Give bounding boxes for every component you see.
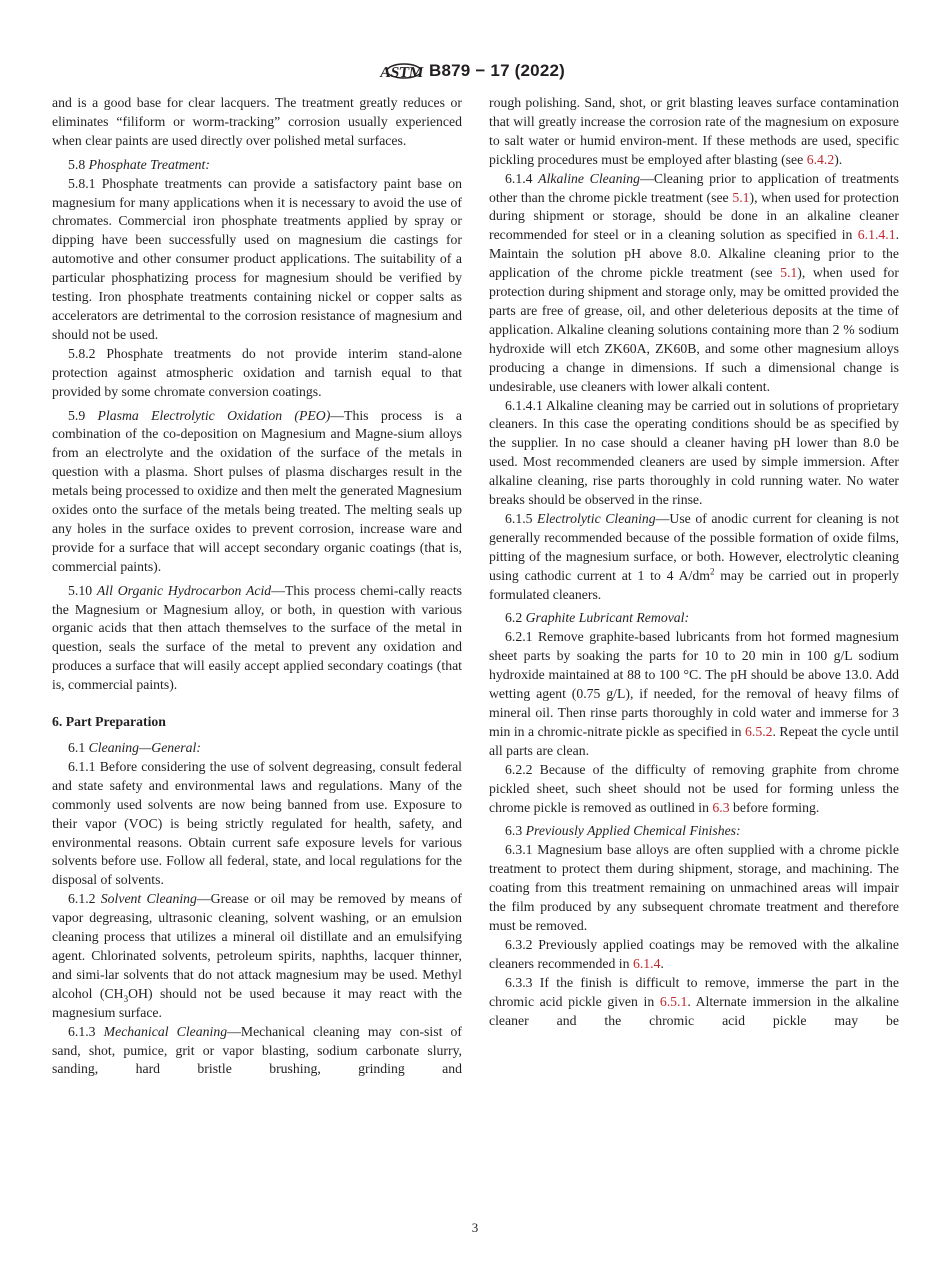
text-run: 6.3.3 If the finish is difficult to remove, immerse the part in the chromic acid pickle given in: [489, 974, 899, 1009]
cross-reference-link[interactable]: 5.1: [732, 189, 750, 205]
text-run: 6.3.1 Magnesium base alloys are often supplied with a chrome pickle treatment to protect them during shipment, storage, and machining. The coating from this treatment remaining on unmachined areas will impair the film produced by any subsequent chromate treatment and therefore must be removed.: [489, 842, 899, 933]
text-run: and is a good base for clear lacquers. The treatment greatly reduces or eliminates “filiform or worm-tracking” corrosion usually experienced when clear paints are used directly over polished metal surfaces.: [52, 95, 462, 148]
text-run: 5.8.1 Phosphate treatments can provide a satisfactory paint base on magnesium for many applications when it is necessary to avoid the use of chromates. Commercial iron phosphate treatments applied by spray or dipping have been successfully used on magnesium die castings for automotive and other consumer product applications. The suitability of a particular phosphatizing process for magnesium should be verified by testing. Iron phosphate treatments containing nickel or copper salts as accelerators are detrimental to the corrosion resistance of magnesium and should not be used.: [52, 175, 462, 342]
italic-term: Alkaline Cleaning: [538, 170, 641, 186]
cross-reference-link[interactable]: 6.5.1: [659, 993, 688, 1009]
paragraph: [52, 890, 462, 1022]
text-run: . Repeat the cycle until all parts are clean.: [489, 723, 899, 758]
text-run: 6.1.4.1 Alkaline cleaning may be carried out in solutions of proprietary cleaners. In this case the operating conditions should be as specified by the supplier. In no case should a cleaner having pH lower than 8.0 be used. Most recommended cleaners are used by simple immersion. After alkaline cleaning, rise parts thoroughly in cold running water. No water breaks should be observed in the rinse.: [489, 397, 899, 508]
paragraph: [489, 94, 899, 170]
paragraph: [489, 510, 899, 605]
italic-term: Cleaning—General:: [88, 740, 201, 755]
italic-term: Electrolytic Cleaning: [537, 510, 656, 526]
text-run: 6.2.1 Remove graphite-based lubricants from hot formed magnesium sheet parts by soaking the parts for 10 to 20 min in 100 g/L sodium hydroxide maintained at 88 to 100 °C. The pH should be above 13.0. Add wetting agent (0.75 g/L), if needed, for the removal of heavy films of mineral oil. Then rinse parts thoroughly in cold water and immerse for 3 min in a chromic-nitrate pickle as specified in: [489, 629, 899, 739]
text-run: ).: [834, 151, 843, 167]
text-run: 6. Part Preparation: [52, 714, 166, 730]
text-run: ), when used for protection during shipment or storage, should be done in an alkaline cleaner recommended for steel or in a cleaning solution as specified in: [489, 189, 899, 243]
text-run: 6.2.2 Because of the difficulty of removing graphite from chrome pickled sheet, such sheet should not be used for forming unless the chrome pickle is removed as outlined in: [489, 761, 899, 815]
italic-term: Solvent Cleaning: [100, 891, 197, 907]
text-run: 6.2: [505, 610, 526, 626]
text-run: . Maintain the solution pH above 8.0. Alkaline cleaning prior to the application of the chrome pickle treatment (see: [489, 227, 899, 281]
svg-text:ASTM: ASTM: [378, 65, 425, 81]
text-run: .: [660, 955, 664, 971]
paragraph: [52, 758, 462, 890]
italic-term: Phosphate Treatment:: [88, 156, 210, 172]
text-run: 5.8.2 Phosphate treatments do not provide interim stand-alone protection against atmospheric oxidation and tarnish equal to that provided by some chromate conversion coatings.: [52, 345, 462, 399]
italic-term: Mechanical Cleaning: [103, 1023, 228, 1039]
page-header: [0, 56, 950, 86]
paragraph: [489, 841, 899, 936]
italic-term: Graphite Lubricant Removal:: [525, 610, 690, 626]
cross-reference-link[interactable]: 6.1.4.1: [857, 227, 896, 243]
paragraph: [489, 822, 899, 841]
text-run: rough polishing. Sand, shot, or grit blasting leaves surface contamination that will greatly increase the corrosion rate of the magnesium on exposure to salt water or humid environ-ment. If these methods are used, specific pickling procedures must be employed after blasting (see: [489, 95, 899, 167]
text-run: 6.1.1 Before considering the use of solvent degreasing, consult federal and state safety and environmental laws and regulations. Many of the commonly used solvents are now being banned from use. Exposure to their vapor (VOC) is being strictly regulated for health, safety, and environmental reasons. Obtain current safe exposure levels for various solvents before use. Follow all federal, state, and local regulations for the disposal of solvents.: [52, 758, 462, 888]
paragraph: [489, 974, 899, 1031]
text-run: —Cleaning prior to application of treatments other than the chrome pickle treatment (see: [489, 170, 899, 205]
text-run: —This process chemi-cally reacts the Magnesium or Magnesium alloy, or both, in question with various organic acids that then attach themselves to the surface of the metal in question, seals the surface of the metal to prevent any oxidation and produces a surface that will easily accept applied secondary coatings (that is, commercial paints).: [52, 582, 462, 693]
cross-reference-link[interactable]: 6.1.4: [632, 955, 661, 971]
text-run: —Mechanical cleaning may con-sist of sand, shot, pumice, grit or vapor blasting, sodium carbonate slurry, sanding, hard bristle brushing, grinding and: [52, 1023, 462, 1077]
cross-reference-link[interactable]: 6.3: [712, 799, 730, 815]
italic-term: Previously Applied Chemical Finishes:: [525, 823, 741, 839]
page-number: 3: [471, 1220, 479, 1235]
astm-logo-icon: [378, 56, 425, 86]
text-run: 6.1.4: [505, 170, 539, 186]
text-run: before forming.: [729, 799, 820, 815]
cross-reference-link[interactable]: 5.1: [780, 265, 798, 281]
text-run: ), when used for protection during shipment and storage only, may be omitted provided the parts are free of grease, oil, and other deleterious deposits at the time of application. Alkaline cleaning solutions containing more than 2 % sodium hydroxide will etch ZK60A, ZK60B, and some other magnesium alloys producing a change in dimensions. If such a dimensional change is undesirable, use cleaners with lower alkali content.: [489, 265, 899, 394]
paragraph: [489, 761, 899, 818]
paragraph: [489, 628, 899, 760]
paragraph: [489, 397, 899, 510]
text-run: 6.1.5: [505, 510, 538, 526]
text-run: 6.1.2: [68, 891, 101, 907]
paragraph: [489, 609, 899, 628]
paragraph: [52, 345, 462, 402]
text-run: OH) should not be used because it may react with the magnesium surface.: [52, 985, 463, 1020]
paragraph: [489, 170, 899, 397]
text-run: —Grease or oil may be removed by means of vapor degreasing, ultrasonic cleaning, solvent washing, or an emulsion cleaning process that utilizes a mineral oil distillate and an emulsifying agent. Chlorinated solvents, petroleum spirits, naphths, lacquer thinner, and simi-lar solvents that do not attack magnesium may be used. Methyl alcohol (CH: [52, 891, 462, 1001]
text-run: 6.3.2 Previously applied coatings may be removed with the alkaline cleaners recommended in: [489, 936, 899, 971]
right-column: [489, 94, 899, 1030]
text-run: . Alternate immersion in the alkaline cleaner and the chromic acid pickle may be: [489, 993, 899, 1028]
text-run: 5.10: [68, 582, 97, 598]
italic-term: All Organic Hydrocarbon Acid: [96, 582, 272, 598]
paragraph: [52, 1023, 462, 1080]
paragraph: [52, 175, 462, 345]
superscript: 2: [709, 566, 715, 577]
subscript: 3: [123, 993, 129, 1004]
paragraph: [52, 407, 462, 577]
text-run: 5.8: [68, 156, 89, 172]
text-run: 5.9: [68, 407, 98, 423]
text-run: 6.1: [68, 740, 89, 755]
text-run: —This process is a combination of the co-deposition on Magnesium and Magne-sium alloys from an electrolyte and the oxidation of the surface of the metals in question with a plasma. Short pulses of plasma discharges result in the metals being processed to oxidize and then melt the generated Magnesium oxides onto the surface of the metals being treated. The melting seals up any holes in the surface oxides to prevent corrosion, increase ware and provide for a surface that will accept secondary organic coatings (that is, commercial paints).: [52, 407, 463, 574]
paragraph: [52, 582, 462, 695]
left-column: [52, 94, 462, 1079]
section-heading: [52, 713, 462, 732]
italic-term: Plasma Electrolytic Oxidation (PEO): [97, 407, 331, 423]
cross-reference-link[interactable]: 6.5.2: [745, 723, 773, 739]
paragraph: [52, 94, 462, 151]
paragraph: [52, 739, 462, 758]
text-run: —Use of anodic current for cleaning is not generally recommended because of the possible formation of oxide films, pitting of the magnesium surface, or both. However, electrolytic cleaning using cathodic current at 1 to 4 A/dm: [489, 510, 899, 583]
text-run: 6.3: [505, 823, 526, 839]
cross-reference-link[interactable]: 6.4.2: [806, 151, 835, 167]
text-run: may be carried out in properly formulated cleaners.: [489, 567, 900, 602]
standard-designation: B879 − 17 (2022): [429, 61, 565, 80]
paragraph: [489, 936, 899, 974]
paragraph: [52, 156, 462, 175]
text-run: 6.1.3: [68, 1023, 104, 1039]
